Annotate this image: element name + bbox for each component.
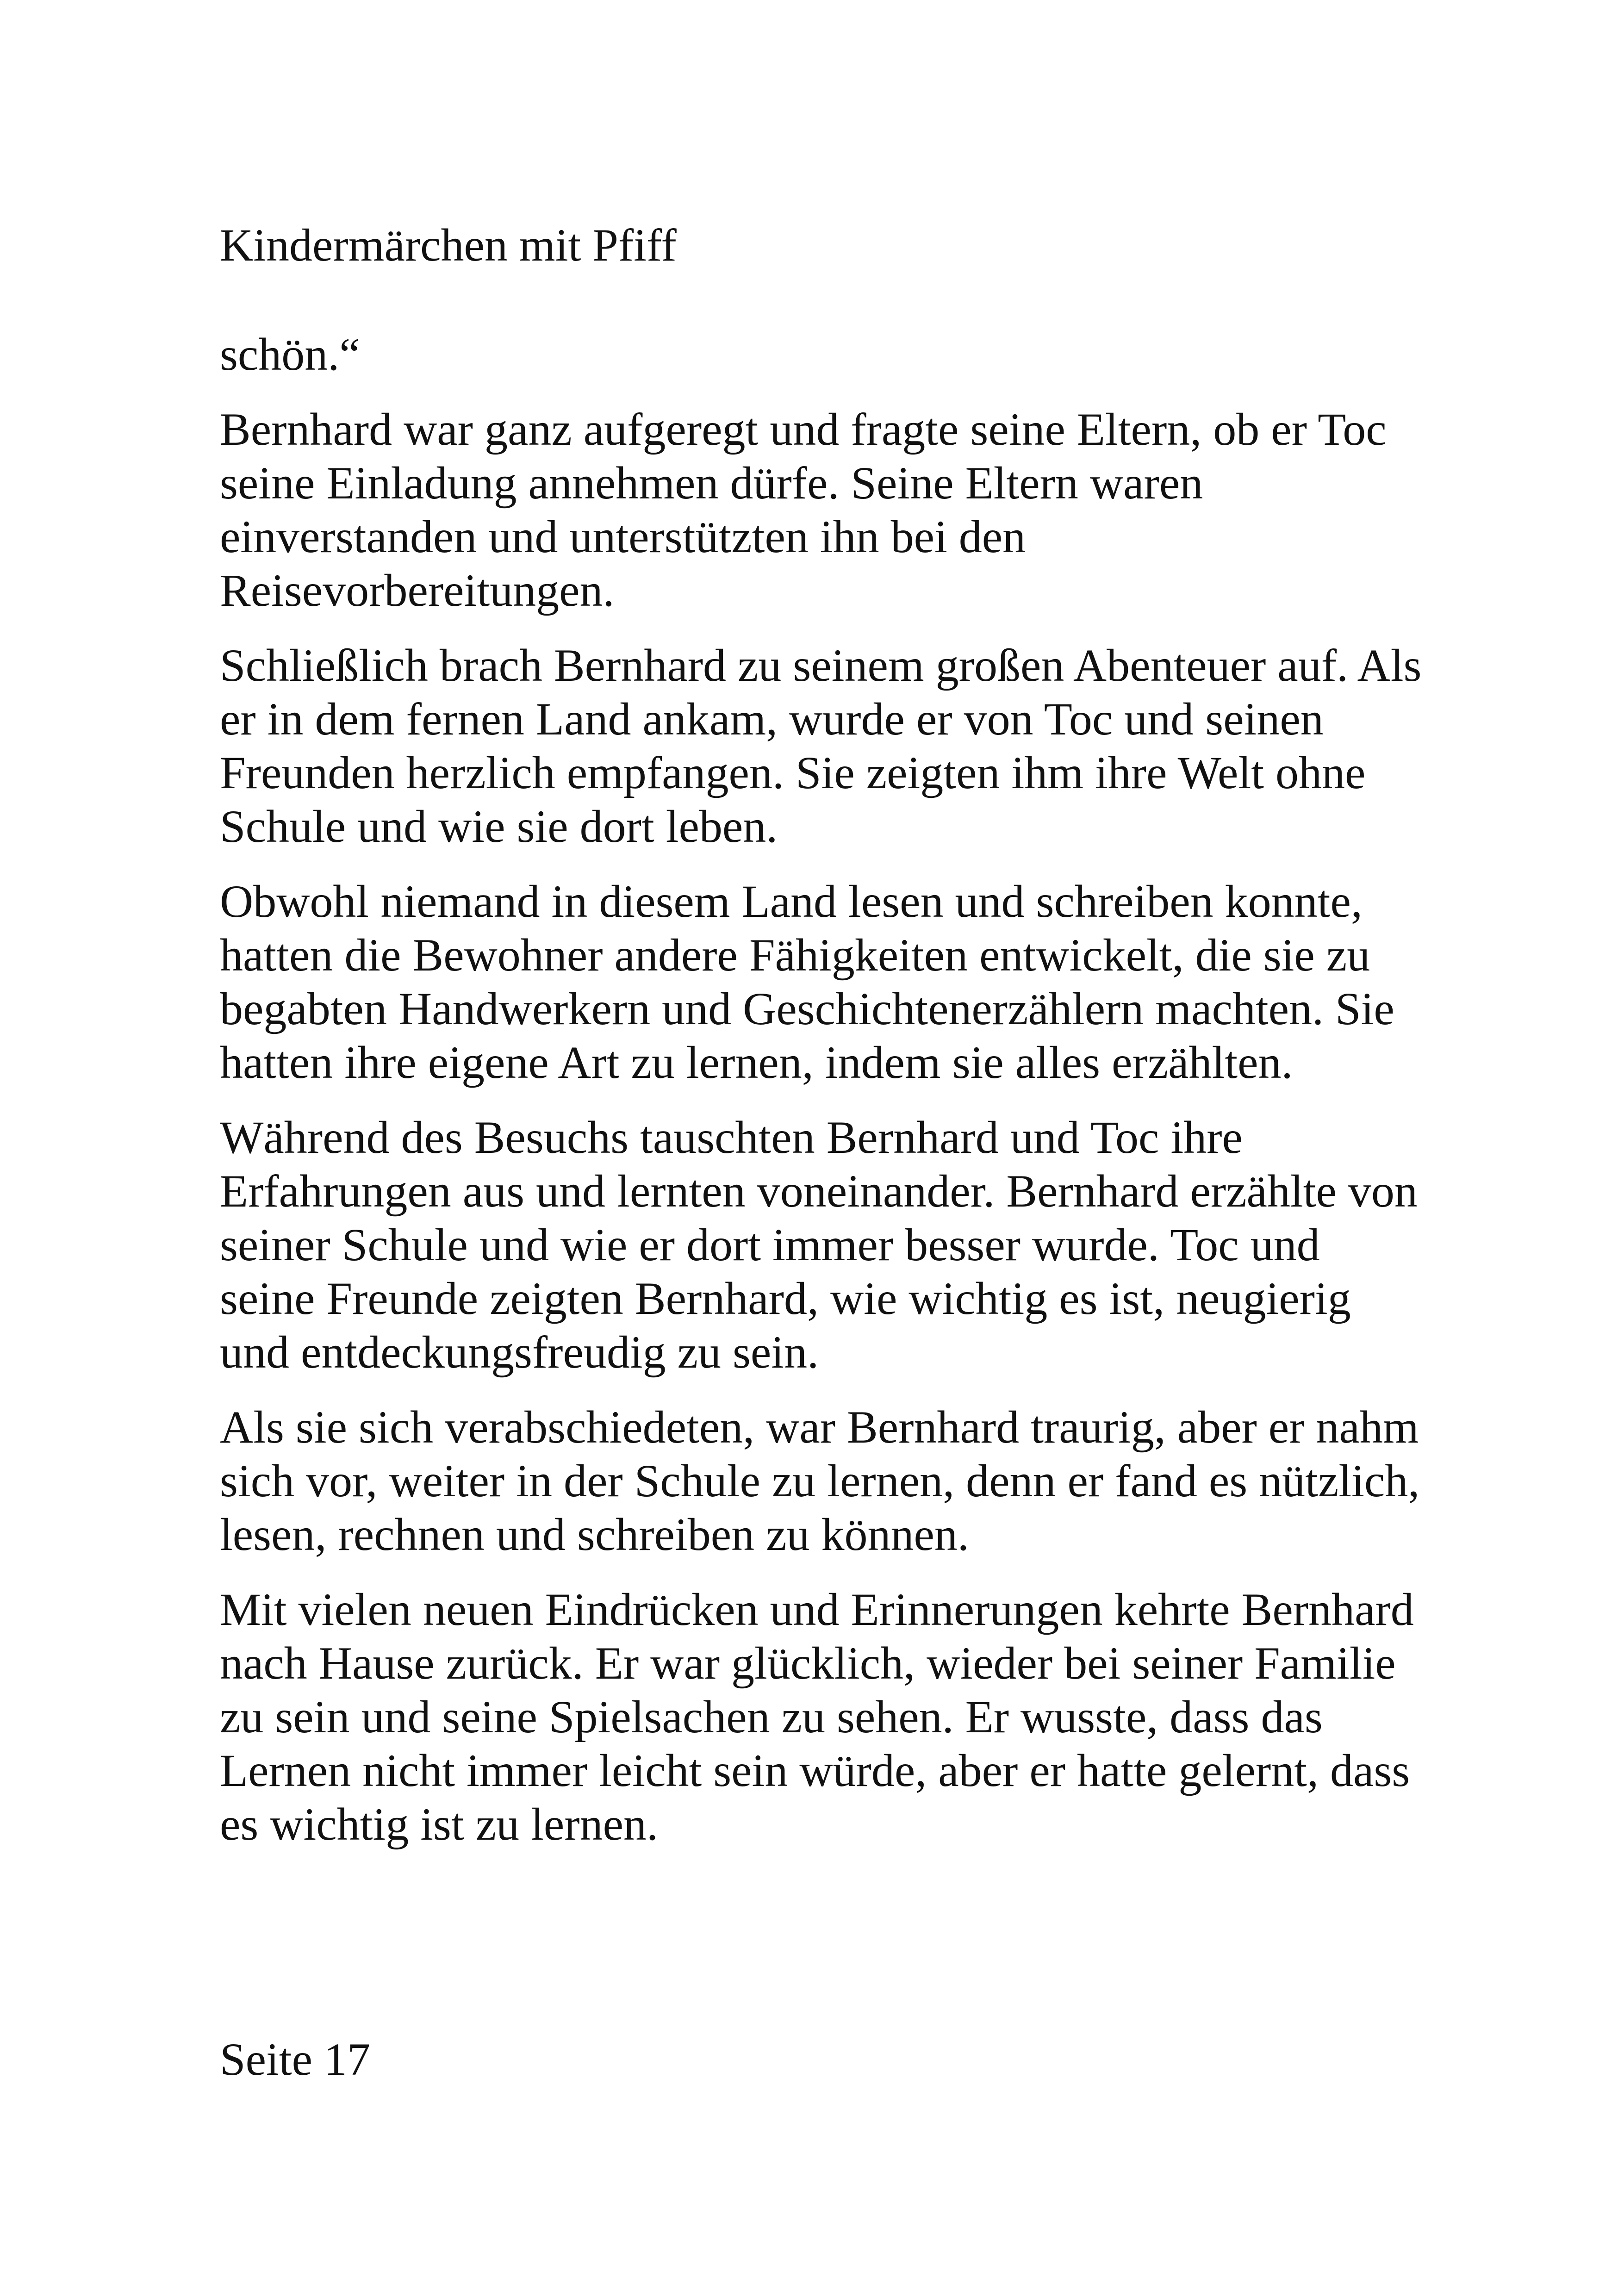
paragraph: Obwohl niemand in diesem Land lesen und schreiben konnte, hatten die Bewohner andere Fähigkeiten entwickelt, die sie zu begabten Handwerkern und Geschichtenerzählern machten. Sie hatten ihre eigene Art zu lernen, indem sie alles erzählten. xyxy=(220,876,1394,1088)
running-header: Kindermärchen mit Pfiff xyxy=(220,219,677,271)
paragraph: schön.“ xyxy=(220,329,360,380)
paragraph: Schließlich brach Bernhard zu seinem großen Abenteuer auf. Als er in dem fernen Land ankam, wurde er von Toc und seinen Freunden herzlich empfangen. Sie zeigten ihm ihre Welt ohne Schule und wie sie dort leben. xyxy=(220,640,1422,852)
paragraph: Mit vielen neuen Eindrücken und Erinnerungen kehrte Bernhard nach Hause zurück. Er war glücklich, wieder bei seiner Familie zu sein und seine Spielsachen zu sehen. Er wusste, dass das Lernen nicht immer leicht sein würde, aber er hatte gelernt, dass es wichtig ist zu lernen. xyxy=(220,1584,1414,1850)
paragraph: Als sie sich verabschiedeten, war Bernhard traurig, aber er nahm sich vor, weiter in der Schule zu lernen, denn er fand es nützlich, lesen, rechnen und schreiben zu können. xyxy=(220,1401,1420,1560)
page-number: Seite 17 xyxy=(220,2034,370,2085)
page-body xyxy=(220,328,1423,1873)
paragraph: Bernhard war ganz aufgeregt und fragte seine Eltern, ob er Toc seine Einladung annehmen dürfe. Seine Eltern waren einverstanden und unterstützten ihn bei den Reisevorbereitungen. xyxy=(220,404,1387,616)
paragraph: Während des Besuchs tauschten Bernhard und Toc ihre Erfahrungen aus und lernten voneinander. Bernhard erzählte von seiner Schule und wie er dort immer besser wurde. Toc und seine Freunde zeigten Bernhard, wie wichtig es ist, neugierig und entdeckungsfreudig zu sein. xyxy=(220,1112,1418,1378)
